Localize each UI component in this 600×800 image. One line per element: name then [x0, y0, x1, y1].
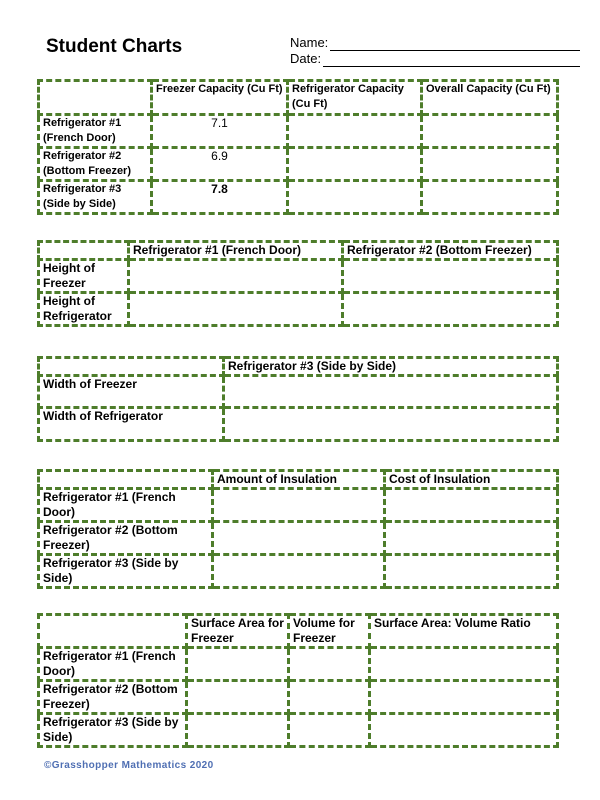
- freezer-capacity-value: 7.1: [152, 115, 288, 148]
- answer-cell[interactable]: [289, 648, 370, 681]
- freezer-capacity-value: 7.8: [152, 181, 288, 214]
- corner-cell: [39, 615, 187, 648]
- table-row: [39, 681, 558, 714]
- row-label: Refrigerator #2 (Bottom Freezer): [39, 681, 187, 714]
- answer-cell[interactable]: [224, 376, 558, 408]
- insulation-table: [37, 469, 559, 589]
- row-label: Refrigerator #1 (French Door): [39, 648, 187, 681]
- corner-cell: [39, 471, 213, 489]
- row-label: Refrigerator #1 (French Door): [39, 115, 152, 148]
- width-table: [37, 356, 559, 442]
- row-label: Refrigerator #1 (French Door): [39, 489, 213, 522]
- answer-cell[interactable]: [370, 648, 558, 681]
- answer-cell[interactable]: [385, 555, 558, 588]
- answer-cell[interactable]: [187, 648, 289, 681]
- corner-cell: [39, 81, 152, 115]
- copyright-footer: ©Grasshopper Mathematics 2020: [44, 760, 214, 771]
- answer-cell[interactable]: [289, 681, 370, 714]
- name-date-block: [290, 35, 580, 67]
- table-header-row: [39, 81, 558, 115]
- date-label: Date:: [290, 51, 322, 66]
- table-row: [39, 648, 558, 681]
- answer-cell[interactable]: [370, 681, 558, 714]
- answer-cell[interactable]: [288, 115, 422, 148]
- name-line[interactable]: [330, 38, 580, 51]
- answer-cell[interactable]: [213, 555, 385, 588]
- answer-cell[interactable]: [343, 260, 558, 293]
- answer-cell[interactable]: [129, 260, 343, 293]
- answer-cell[interactable]: [288, 148, 422, 181]
- table-row: [39, 522, 558, 555]
- date-line[interactable]: [323, 54, 580, 67]
- row-label: Refrigerator #2 (Bottom Freezer): [39, 148, 152, 181]
- height-table: [37, 240, 559, 327]
- column-header: Overall Capacity (Cu Ft): [422, 81, 558, 115]
- table-row: [39, 408, 558, 441]
- table-header-row: [39, 358, 558, 376]
- table-row: [39, 115, 558, 148]
- table-header-row: [39, 471, 558, 489]
- row-label: Refrigerator #3 (Side by Side): [39, 181, 152, 214]
- answer-cell[interactable]: [422, 181, 558, 214]
- column-header: Surface Area: Volume Ratio: [370, 615, 558, 648]
- answer-cell[interactable]: [213, 522, 385, 555]
- table-header-row: [39, 242, 558, 260]
- column-header: Refrigerator #1 (French Door): [129, 242, 343, 260]
- column-header: Amount of Insulation: [213, 471, 385, 489]
- table-row: [39, 260, 558, 293]
- table-row: [39, 181, 558, 214]
- corner-cell: [39, 242, 129, 260]
- answer-cell[interactable]: [187, 681, 289, 714]
- answer-cell[interactable]: [187, 714, 289, 747]
- table-row: [39, 714, 558, 747]
- column-header: Freezer Capacity (Cu Ft): [152, 81, 288, 115]
- answer-cell[interactable]: [288, 181, 422, 214]
- answer-cell[interactable]: [385, 489, 558, 522]
- page-title: Student Charts: [46, 36, 183, 57]
- row-label: Width of Refrigerator: [39, 408, 224, 441]
- column-header: Refrigerator #3 (Side by Side): [224, 358, 558, 376]
- table-header-row: [39, 615, 558, 648]
- table-row: [39, 555, 558, 588]
- answer-cell[interactable]: [422, 148, 558, 181]
- name-label: Name:: [290, 35, 329, 50]
- capacity-table: [37, 79, 559, 215]
- column-header: Refrigerator #2 (Bottom Freezer): [343, 242, 558, 260]
- row-label: Refrigerator #3 (Side by Side): [39, 555, 213, 588]
- answer-cell[interactable]: [422, 115, 558, 148]
- answer-cell[interactable]: [129, 293, 343, 326]
- table-row: [39, 376, 558, 408]
- answer-cell[interactable]: [289, 714, 370, 747]
- answer-cell[interactable]: [224, 408, 558, 441]
- column-header: Surface Area for Freezer: [187, 615, 289, 648]
- corner-cell: [39, 358, 224, 376]
- row-label: Height of Freezer: [39, 260, 129, 293]
- column-header: Refrigerator Capacity (Cu Ft): [288, 81, 422, 115]
- row-label: Refrigerator #3 (Side by Side): [39, 714, 187, 747]
- answer-cell[interactable]: [385, 522, 558, 555]
- row-label: Height of Refrigerator: [39, 293, 129, 326]
- name-row: [290, 35, 580, 51]
- answer-cell[interactable]: [213, 489, 385, 522]
- date-row: [290, 51, 580, 67]
- answer-cell[interactable]: [370, 714, 558, 747]
- table-row: [39, 293, 558, 326]
- column-header: Volume for Freezer: [289, 615, 370, 648]
- freezer-capacity-value: 6.9: [152, 148, 288, 181]
- column-header: Cost of Insulation: [385, 471, 558, 489]
- answer-cell[interactable]: [343, 293, 558, 326]
- row-label: Refrigerator #2 (Bottom Freezer): [39, 522, 213, 555]
- table-row: [39, 489, 558, 522]
- row-label: Width of Freezer: [39, 376, 224, 408]
- surface-area-table: [37, 613, 559, 748]
- table-row: [39, 148, 558, 181]
